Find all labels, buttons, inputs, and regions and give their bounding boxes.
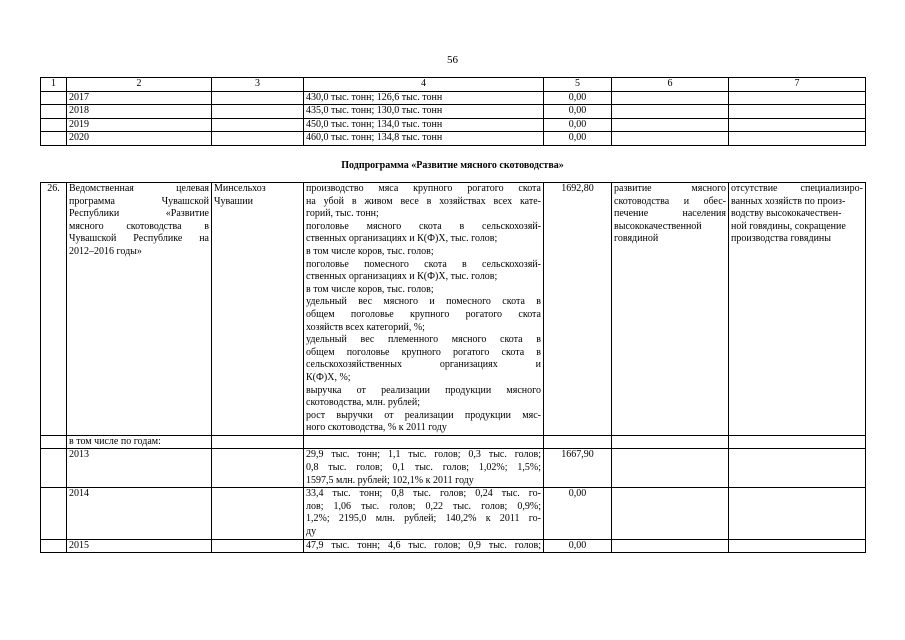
program-name-line: мясного скотоводства в xyxy=(69,220,209,232)
empty-cell xyxy=(612,539,729,553)
executor-line: Минсельхоз xyxy=(214,183,266,194)
empty-cell xyxy=(41,449,67,488)
table-header-row xyxy=(41,78,866,92)
empty-cell xyxy=(41,118,67,132)
table-row xyxy=(41,435,866,449)
header-cell: 6 xyxy=(612,78,729,92)
indicator-line: удельный вес племенного мясного скота в xyxy=(306,334,541,346)
empty-cell xyxy=(612,91,729,105)
executor-line: Чувашии xyxy=(214,195,253,207)
empty-cell xyxy=(729,132,866,146)
indicator-line: ного скотоводства, % к 2011 году xyxy=(306,422,447,434)
consequence-line: ной говядины, сокращение xyxy=(731,220,846,232)
indicator-line: общем поголовье крупного рогатого скота xyxy=(306,308,541,320)
amount-cell: 0,00 xyxy=(544,539,612,553)
empty-cell xyxy=(41,435,67,449)
amount-cell: 0,00 xyxy=(544,105,612,119)
year-cell: 2014 xyxy=(67,488,212,539)
indicator-line: сельскохозяйственных организациях и xyxy=(306,359,541,371)
empty-cell xyxy=(729,91,866,105)
empty-cell xyxy=(612,449,729,488)
empty-cell xyxy=(212,449,304,488)
indicator-values-cell: 450,0 тыс. тонн; 134,0 тыс. тонн xyxy=(304,118,544,132)
value-line: 33,4 тыс. тонн; 0,8 тыс. голов; 0,24 тыс. го- xyxy=(306,488,541,500)
program-name-line: Республики «Развитие xyxy=(69,208,209,220)
value-line: 1,2%; 2195,0 млн. рублей; 140,2% к 2011 го- xyxy=(306,513,541,525)
empty-cell xyxy=(41,91,67,105)
indicator-values-cell: 435,0 тыс. тонн; 130,0 тыс. тонн xyxy=(304,105,544,119)
empty-cell xyxy=(212,105,304,119)
program-name-line: Ведомственная целевая xyxy=(69,183,209,194)
year-cell: 2015 xyxy=(67,539,212,553)
program-name-cell xyxy=(67,183,212,436)
result-line: печение населения xyxy=(614,208,726,220)
empty-cell xyxy=(41,105,67,119)
table-row xyxy=(41,488,866,539)
empty-cell xyxy=(729,118,866,132)
empty-cell xyxy=(729,105,866,119)
empty-cell xyxy=(212,488,304,539)
value-line: лов; 1,06 тыс. голов; 0,22 тыс. голов; 0,9%; xyxy=(306,500,541,512)
executor-cell xyxy=(212,183,304,436)
indicator-values-cell: 430,0 тыс. тонн; 126,6 тыс. тонн xyxy=(304,91,544,105)
empty-cell xyxy=(612,105,729,119)
empty-cell xyxy=(544,435,612,449)
empty-cell xyxy=(212,132,304,146)
value-line: 0,8 тыс. голов; 0,1 тыс. голов; 1,02%; 1,5%; xyxy=(306,462,541,474)
result-line: скотоводства и обес- xyxy=(614,195,726,207)
indicator-line: ственных организациях и К(Ф)Х, тыс. голов; xyxy=(306,271,498,283)
result-line: говядиной xyxy=(614,233,659,245)
indicator-line: ственных организациях и К(Ф)Х, тыс. голов; xyxy=(306,233,498,245)
page-number: 56 xyxy=(447,54,458,66)
amount-cell: 1692,80 xyxy=(544,183,612,436)
result-line: развитие мясного xyxy=(614,183,726,194)
row-number: 26. xyxy=(41,183,67,436)
indicator-line: горий, тыс. тонн; xyxy=(306,208,379,220)
value-line: 29,9 тыс. тонн; 1,1 тыс. голов; 0,3 тыс. голов; xyxy=(306,449,541,461)
program-name-line: 2012–2016 годы» xyxy=(69,245,142,257)
indicator-line: поголовье помесного скота в сельскохозяй- xyxy=(306,258,541,270)
subprogram-title: Подпрограмма «Развитие мясного скотоводства» xyxy=(341,160,564,171)
empty-cell xyxy=(729,488,866,539)
table-row xyxy=(41,449,866,488)
continuation-table xyxy=(40,77,866,146)
indicator-line: в том числе коров, тыс. голов; xyxy=(306,245,434,257)
consequence-line: производства говядины xyxy=(731,233,831,245)
header-cell: 7 xyxy=(729,78,866,92)
year-cell: 2017 xyxy=(67,91,212,105)
by-years-label: в том числе по годам: xyxy=(67,435,212,449)
indicator-line: в том числе коров, тыс. голов; xyxy=(306,283,434,295)
header-cell: 5 xyxy=(544,78,612,92)
empty-cell xyxy=(729,435,866,449)
value-line: 1597,5 млн. рублей; 102,1% к 2011 году xyxy=(306,474,474,486)
empty-cell xyxy=(212,91,304,105)
header-cell: 2 xyxy=(67,78,212,92)
empty-cell xyxy=(212,435,304,449)
consequence-cell xyxy=(729,183,866,436)
indicator-line: рост выручки от реализации продукции мяс- xyxy=(306,409,541,421)
indicator-values-cell: 460,0 тыс. тонн; 134,8 тыс. тонн xyxy=(304,132,544,146)
year-cell: 2013 xyxy=(67,449,212,488)
amount-cell: 0,00 xyxy=(544,488,612,539)
result-line: высококачественной xyxy=(614,220,702,232)
indicator-values-cell xyxy=(304,488,544,539)
consequence-line: отсутствие специализиро- xyxy=(731,183,863,194)
amount-cell: 0,00 xyxy=(544,132,612,146)
table-row xyxy=(41,539,866,553)
indicator-line: на убой в живом весе в хозяйствах всех кате- xyxy=(306,195,541,207)
year-cell: 2020 xyxy=(67,132,212,146)
indicator-line: общем поголовье крупного рогатого скота в xyxy=(306,346,541,358)
year-cell: 2018 xyxy=(67,105,212,119)
indicator-line: выручка от реализации продукции мясного xyxy=(306,384,541,396)
indicator-line: производство мяса крупного рогатого скота xyxy=(306,183,541,194)
indicator-line: К(Ф)Х, %; xyxy=(306,371,351,383)
indicator-line: скотоводства, млн. рублей; xyxy=(306,397,420,409)
indicator-values-cell xyxy=(304,539,544,553)
header-cell: 3 xyxy=(212,78,304,92)
header-cell: 1 xyxy=(41,78,67,92)
table-row xyxy=(41,118,866,132)
indicator-line: хозяйств всех категорий, %; xyxy=(306,321,425,333)
indicator-line: поголовье мясного скота в сельскохозяй- xyxy=(306,220,541,232)
expected-result-cell xyxy=(612,183,729,436)
empty-cell xyxy=(304,435,544,449)
header-cell: 4 xyxy=(304,78,544,92)
table-row xyxy=(41,105,866,119)
empty-cell xyxy=(612,118,729,132)
table-row xyxy=(41,132,866,146)
table-row xyxy=(41,91,866,105)
empty-cell xyxy=(612,488,729,539)
empty-cell xyxy=(729,539,866,553)
amount-cell: 0,00 xyxy=(544,91,612,105)
indicator-values-cell xyxy=(304,449,544,488)
program-name-line: Чувашской Республике на xyxy=(69,233,209,245)
program-name-line: программа Чувашской xyxy=(69,195,209,207)
empty-cell xyxy=(612,435,729,449)
amount-cell: 1667,90 xyxy=(544,449,612,488)
table-row xyxy=(41,183,866,436)
empty-cell xyxy=(612,132,729,146)
subprogram-table xyxy=(40,182,866,553)
year-cell: 2019 xyxy=(67,118,212,132)
amount-cell: 0,00 xyxy=(544,118,612,132)
empty-cell xyxy=(41,539,67,553)
empty-cell xyxy=(212,539,304,553)
consequence-line: ванных хозяйств по произ- xyxy=(731,195,846,207)
indicator-line: удельный вес мясного и помесного скота в xyxy=(306,296,541,308)
empty-cell xyxy=(41,488,67,539)
consequence-line: водству высококачествен- xyxy=(731,208,842,220)
value-line: ду xyxy=(306,526,317,538)
empty-cell xyxy=(729,449,866,488)
empty-cell xyxy=(212,118,304,132)
value-line: 47,9 тыс. тонн; 4,6 тыс. голов; 0,9 тыс. голов; xyxy=(306,539,541,551)
indicators-cell xyxy=(304,183,544,436)
empty-cell xyxy=(41,132,67,146)
